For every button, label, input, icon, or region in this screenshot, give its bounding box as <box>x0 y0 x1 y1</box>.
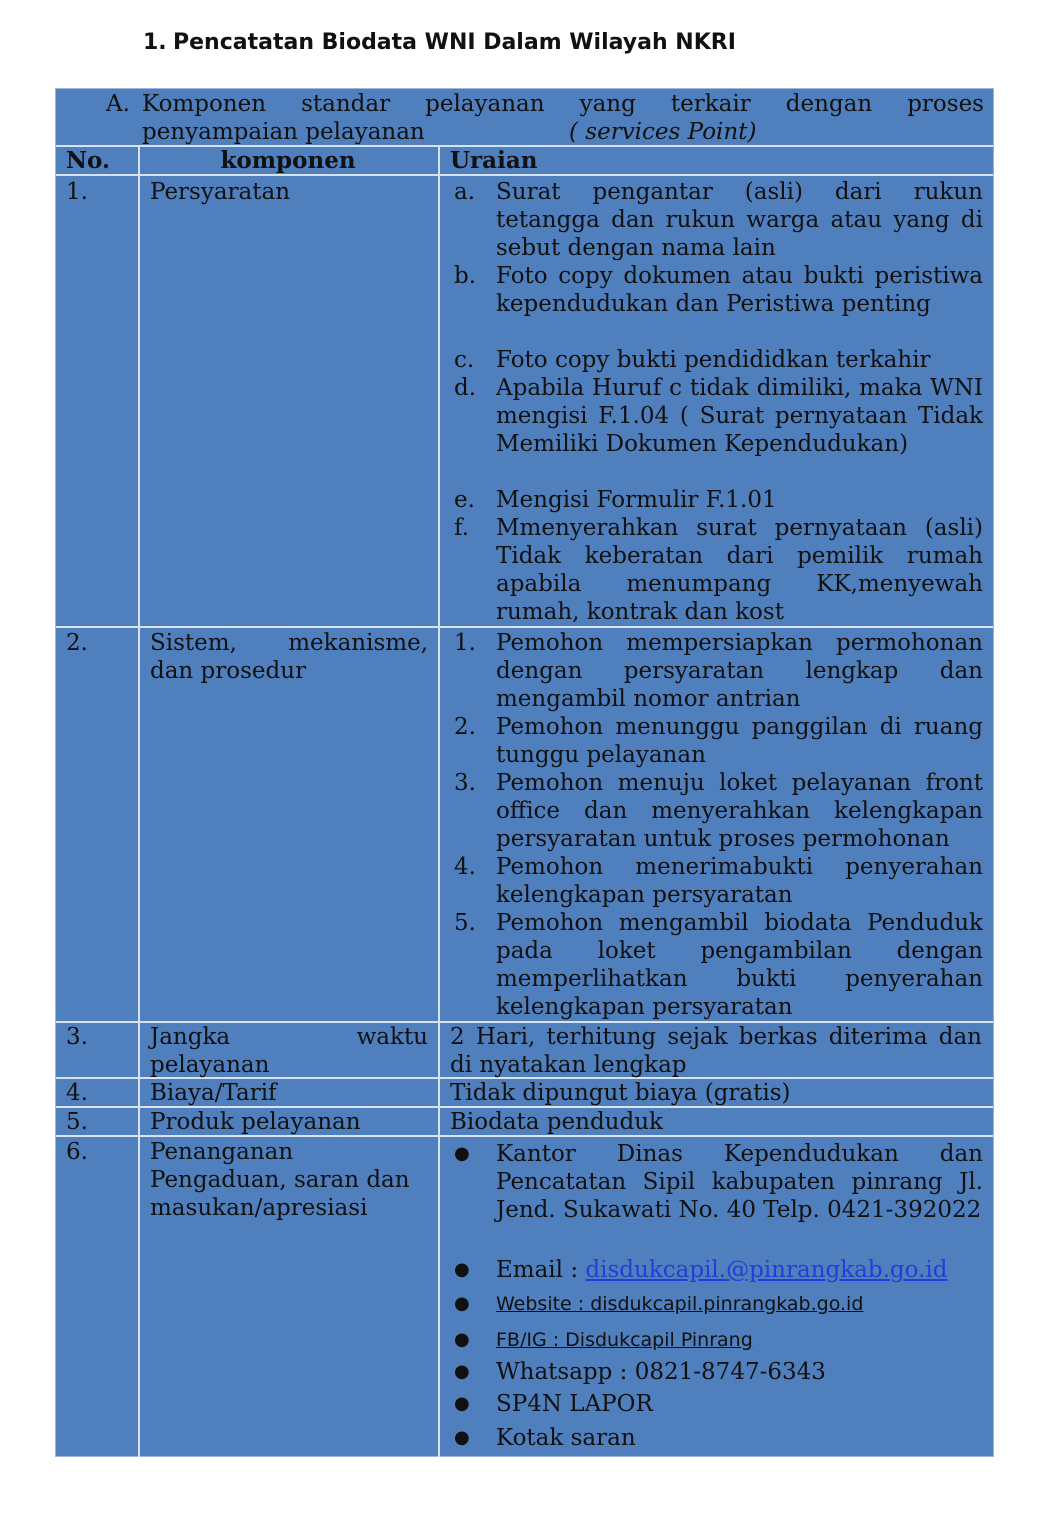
bullet-icon: ● <box>454 1393 470 1414</box>
row-number: 6. <box>66 1139 88 1165</box>
row-number: 2. <box>66 630 88 656</box>
header-komponen: komponen <box>220 147 356 174</box>
title-number: 1. <box>143 30 167 55</box>
bullet-icon: ● <box>454 1293 470 1314</box>
section-line-2: penyampaian pelayanan <box>142 119 425 145</box>
row-komponen: Biaya/Tarif <box>150 1080 277 1106</box>
row-number: 3. <box>66 1024 88 1050</box>
header-uraian: Uraian <box>450 147 538 174</box>
grid-line <box>138 145 140 1457</box>
title-text: Pencatatan Biodata WNI Dalam Wilayah NKRI <box>173 30 736 55</box>
bullet-icon: ● <box>454 1143 470 1164</box>
grid-line <box>56 626 993 628</box>
row-komponen: Produk pelayanan <box>150 1109 361 1135</box>
social-link[interactable]: FB/IG : Disdukcapil Pinrang <box>496 1329 753 1351</box>
row-komponen: Sistem, mekanisme, dan prosedur <box>150 630 428 684</box>
row-number: 4. <box>66 1080 88 1106</box>
bullet-icon: ● <box>454 1427 470 1448</box>
bullet-icon: ● <box>454 1361 470 1382</box>
email-link[interactable]: disdukcapil.@pinrangkab.go.id <box>585 1257 948 1283</box>
row-uraian: Biodata penduduk <box>450 1109 663 1135</box>
bullet-icon: ● <box>454 1329 470 1350</box>
section-note: ( services Point) <box>569 119 757 145</box>
row-uraian: Tidak dipungut biaya (gratis) <box>450 1080 791 1106</box>
row-uraian: 2 Hari, terhitung sejak berkas diterima dan di nyatakan lengkap <box>450 1024 982 1078</box>
service-standard-table: A. Komponen standar pelayanan yang terkair dengan proses penyampaian pelayanan ( services Point) No. komponen Uraian 1. Persyaratan a. Surat pengantar (asli) dari rukun tetangga dan rukun warga atau yang di sebut dengan nama lain b. Foto copy dokumen atau bukti peristiwa kependudukan dan Peristiwa penting c. Foto copy bukti pendididkan terkahir d. Apabila Huruf c tidak dimiliki, maka WNI mengisi F.1.04 ( Surat pernyataan Tidak Memiliki Dokumen Kependudukan) e. Mengisi Formulir F.1.01 f. Mmenyerahkan surat pernyataan (asli) Tidak keberatan dari pemilik rumah apabila menumpang KK,menyewah rumah, kontrak dan kost 2. Sistem, mekanisme, dan prosedur 1. Pemohon mempersiapkan permohonan dengan persyaratan lengkap dan mengambil nomor antrian 2. Pemohon menunggu panggilan di ruang tunggu pelayanan 3. Pemohon menuju loket pelayanan front office dan menyerahkan kelengkapan persyaratan untuk proses permohonan 4. Pemohon menerimabukti penyerahan kelengkapan persyaratan 5. Pemohon mengambil biodata Penduduk pada loket pengambilan dengan memperlihatkan bukti penyerahan kelengkapan persyaratan 3. Jangka waktu pelayanan 2 Hari, terhitung sejak berkas diterima dan di nyatakan lengkap 4. Biaya/Tarif Tidak dipungut biaya (gratis) 5. Produk pelayanan Biodata penduduk 6. Penanganan Pengaduan, saran dan masukan/apresiasi ● Kantor Dinas Kependudukan dan Pencatatan Sipil kabupaten pinrang Jl. Jend. Sukawati No. 40 Telp. 0421-392022 ● Email : disdukcapil.@pinrangkab.go.id ● Website : disdukcapil.pinrangkab.go.id ● FB/IG : Disdukcapil Pinrang ● Whatsapp : 0821-8747-6343 ● SP4N LAPOR ● Kotak saran <box>55 88 994 1457</box>
section-letter: A. <box>106 91 130 117</box>
bullet-icon: ● <box>454 1259 470 1280</box>
row-number: 5. <box>66 1109 88 1135</box>
row-komponen: Penanganan Pengaduan, saran dan masukan/apresiasi <box>150 1139 410 1221</box>
section-line-1: Komponen standar pelayanan yang terkair dengan proses <box>142 91 984 117</box>
website-link[interactable]: Website : disdukcapil.pinrangkab.go.id <box>496 1293 864 1315</box>
row-komponen: Persyaratan <box>150 179 291 205</box>
row-komponen: Jangka waktu pelayanan <box>150 1024 428 1078</box>
page-title <box>143 30 736 55</box>
row-number: 1. <box>66 179 88 205</box>
header-no: No. <box>66 147 110 174</box>
grid-line <box>438 145 440 1457</box>
